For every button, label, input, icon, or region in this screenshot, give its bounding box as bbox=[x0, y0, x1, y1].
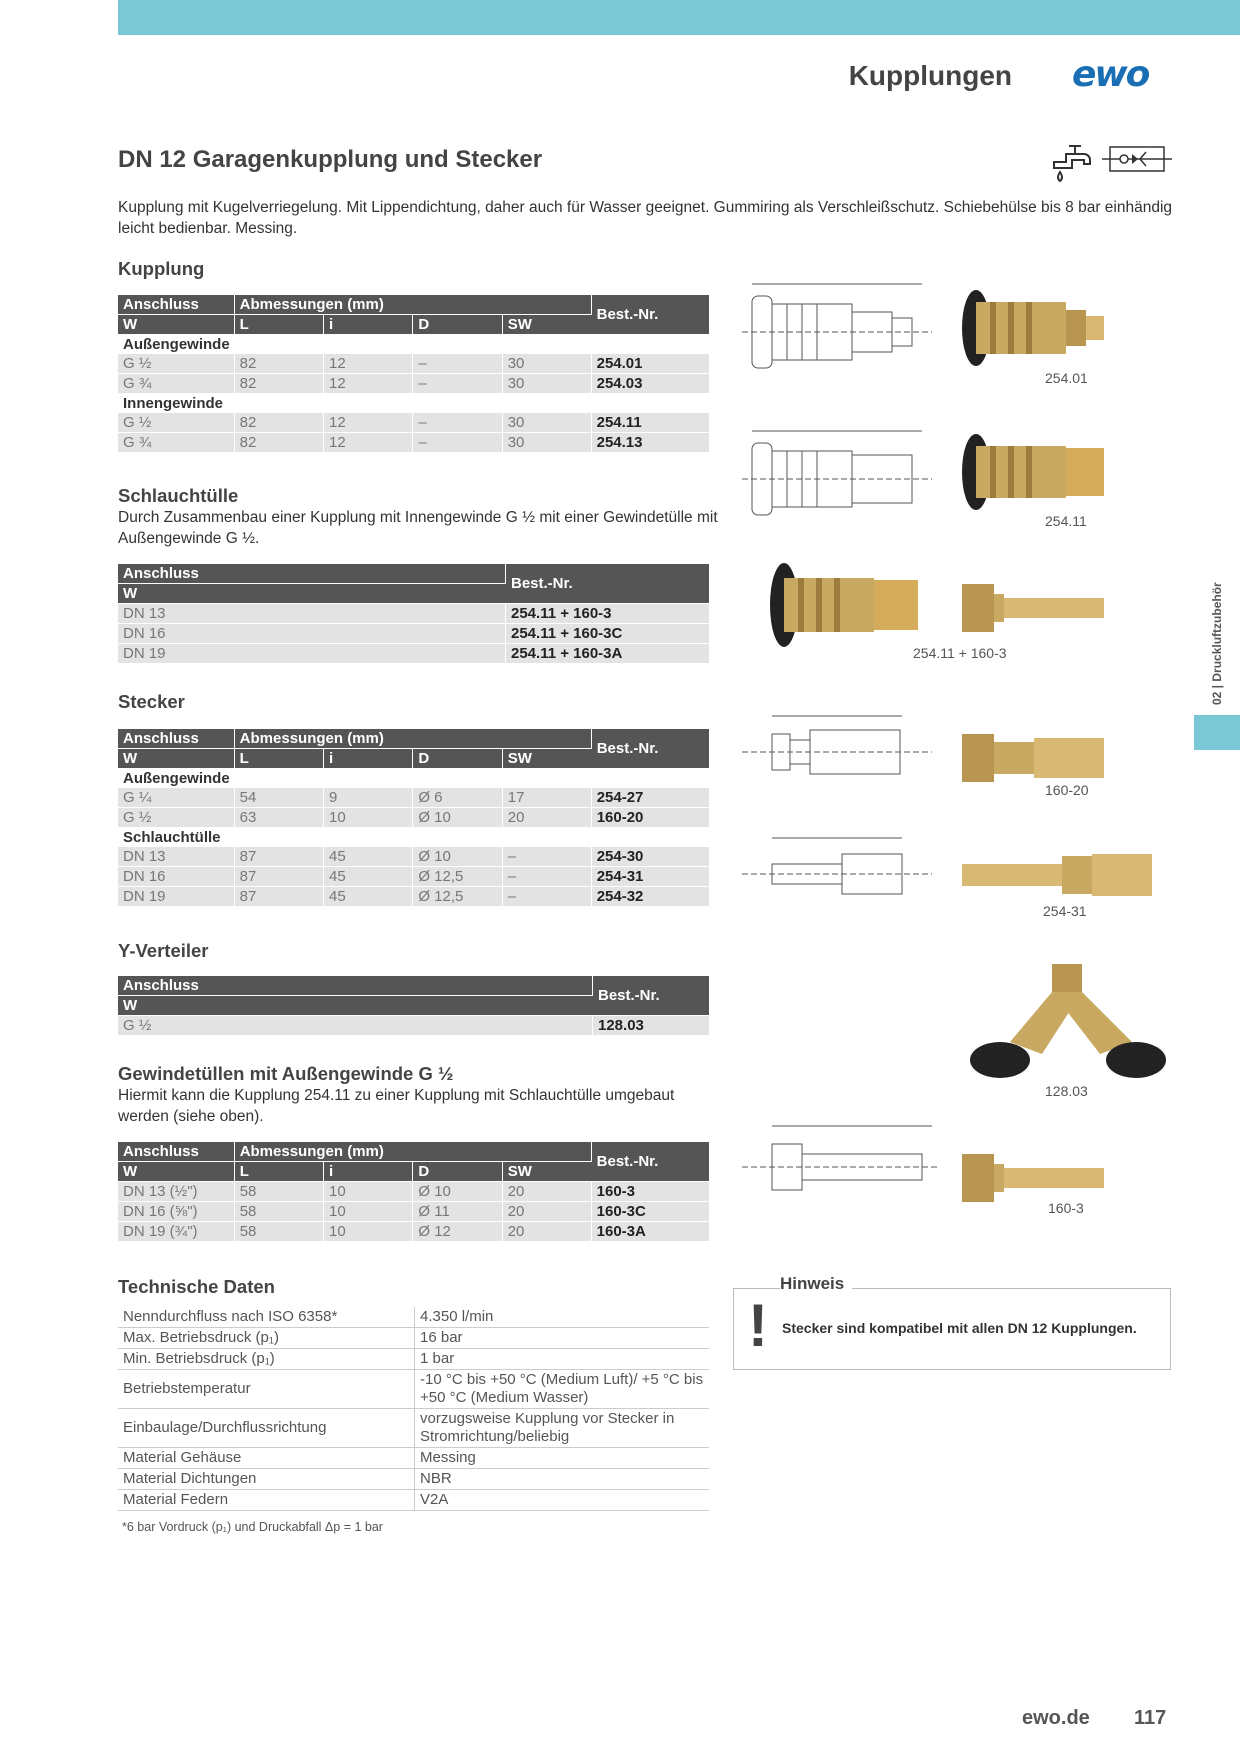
cell: G ½ bbox=[118, 413, 234, 433]
cell-best-nr: 254.03 bbox=[591, 374, 709, 394]
table-row bbox=[118, 604, 709, 624]
th-i: i bbox=[324, 315, 413, 335]
cell: DN 16 bbox=[118, 624, 506, 644]
th-anschluss: Anschluss bbox=[118, 564, 506, 584]
tech-value: 4.350 l/min bbox=[415, 1307, 710, 1328]
tech-label: Min. Betriebsdruck (p₁) bbox=[118, 1349, 415, 1370]
cell: 10 bbox=[324, 808, 413, 828]
sidebar-tab bbox=[1194, 715, 1240, 750]
cell: DN 13 bbox=[118, 847, 234, 867]
cell-best-nr: 128.03 bbox=[593, 1016, 710, 1036]
table-row bbox=[118, 1409, 709, 1448]
caption-254-31: 254-31 bbox=[1043, 903, 1087, 919]
y-verteiler-table bbox=[118, 976, 709, 1036]
tech-label: Nenndurchfluss nach ISO 6358* bbox=[118, 1307, 415, 1328]
cell: 20 bbox=[502, 1222, 591, 1242]
footnote: *6 bar Vordruck (p₁) und Druckabfall Δp = 1 bar bbox=[122, 1520, 383, 1534]
caption-254-01: 254.01 bbox=[1045, 370, 1088, 386]
tech-value: 1 bar bbox=[415, 1349, 710, 1370]
th-abmessungen: Abmessungen (mm) bbox=[234, 295, 591, 315]
cell: 10 bbox=[324, 1222, 413, 1242]
cell-best-nr: 160-20 bbox=[591, 808, 709, 828]
table-row bbox=[118, 867, 709, 887]
caption-128-03: 128.03 bbox=[1045, 1083, 1088, 1099]
cell: – bbox=[413, 354, 502, 374]
cell: 30 bbox=[502, 413, 591, 433]
cell: 87 bbox=[234, 847, 323, 867]
cell: Ø 10 bbox=[413, 1182, 502, 1202]
cell: DN 19 bbox=[118, 887, 234, 907]
water-tap-icon bbox=[1050, 140, 1098, 188]
cell-best-nr: 254-30 bbox=[591, 847, 709, 867]
cell: Ø 12,5 bbox=[413, 867, 502, 887]
logo-text: ewo bbox=[1072, 54, 1149, 95]
cell-best-nr: 254-31 bbox=[591, 867, 709, 887]
th-anschluss: Anschluss bbox=[118, 729, 234, 749]
table-row bbox=[118, 1370, 709, 1409]
tech-label: Material Gehäuse bbox=[118, 1448, 415, 1469]
tech-heading: Technische Daten bbox=[118, 1276, 275, 1297]
gewindetuellen-heading: Gewindetüllen mit Außengewinde G ½ bbox=[118, 1063, 454, 1084]
cell: 30 bbox=[502, 354, 591, 374]
photo-254-11-coupling bbox=[768, 560, 928, 650]
tech-label: Max. Betriebsdruck (p₁) bbox=[118, 1328, 415, 1349]
table-row bbox=[118, 788, 709, 808]
cell-best-nr: 254.13 bbox=[591, 433, 709, 453]
group-label: Außengewinde bbox=[118, 769, 709, 789]
cell-best-nr: 254.11 + 160-3 bbox=[506, 604, 710, 624]
cell: 82 bbox=[234, 413, 323, 433]
exclamation-icon: ! bbox=[748, 1292, 768, 1359]
kupplung-table bbox=[118, 295, 709, 453]
tech-table bbox=[118, 1307, 709, 1511]
drawing-254-31 bbox=[742, 834, 942, 914]
table-row bbox=[118, 1202, 709, 1222]
cell-best-nr: 160-3 bbox=[591, 1182, 709, 1202]
cell: 45 bbox=[324, 887, 413, 907]
cell: – bbox=[413, 433, 502, 453]
caption-160-3: 160-3 bbox=[1048, 1200, 1084, 1216]
cell: 54 bbox=[234, 788, 323, 808]
cell: – bbox=[502, 887, 591, 907]
th-anschluss: Anschluss bbox=[118, 1142, 234, 1162]
table-row bbox=[118, 847, 709, 867]
cell: G ½ bbox=[118, 354, 234, 374]
photo-160-3 bbox=[960, 1148, 1110, 1208]
cell: Ø 12 bbox=[413, 1222, 502, 1242]
table-row bbox=[118, 1016, 709, 1036]
table-row bbox=[118, 808, 709, 828]
caption-254-11-160-3: 254.11 + 160-3 bbox=[913, 645, 1007, 661]
tech-label: Material Federn bbox=[118, 1490, 415, 1511]
cell: 9 bbox=[324, 788, 413, 808]
th-w: W bbox=[118, 749, 234, 769]
cell-best-nr: 254.11 bbox=[591, 413, 709, 433]
table-row bbox=[118, 1448, 709, 1469]
cell: G ¼ bbox=[118, 788, 234, 808]
cell: 58 bbox=[234, 1202, 323, 1222]
cell: Ø 10 bbox=[413, 808, 502, 828]
cell: 87 bbox=[234, 867, 323, 887]
cell: 10 bbox=[324, 1182, 413, 1202]
caption-160-20: 160-20 bbox=[1045, 782, 1089, 798]
cell: G ¾ bbox=[118, 433, 234, 453]
footer-website: ewo.de bbox=[1022, 1707, 1090, 1729]
cell: – bbox=[502, 847, 591, 867]
table-row bbox=[118, 1349, 709, 1370]
th-best-nr: Best.-Nr. bbox=[506, 564, 710, 604]
th-d: D bbox=[413, 749, 502, 769]
th-anschluss: Anschluss bbox=[118, 976, 593, 996]
cell: DN 16 bbox=[118, 867, 234, 887]
tech-value: Messing bbox=[415, 1448, 710, 1469]
cell-best-nr: 254.11 + 160-3C bbox=[506, 624, 710, 644]
drawing-254-01 bbox=[742, 278, 942, 388]
th-sw: SW bbox=[502, 1162, 591, 1182]
table-row bbox=[118, 644, 709, 664]
th-l: L bbox=[234, 749, 323, 769]
page-title: DN 12 Garagenkupplung und Stecker bbox=[118, 146, 543, 173]
cell: G ½ bbox=[118, 808, 234, 828]
y-verteiler-heading: Y-Verteiler bbox=[118, 940, 209, 961]
tech-value: vorzugsweise Kupplung vor Stecker in Stromrichtung/beliebig bbox=[415, 1409, 710, 1448]
th-l: L bbox=[234, 1162, 323, 1182]
th-anschluss: Anschluss bbox=[118, 295, 234, 315]
cell: 17 bbox=[502, 788, 591, 808]
intro-text: Kupplung mit Kugelverriegelung. Mit Lippendichtung, daher auch für Wasser geeignet. Gummiring als Verschleißschutz. Schiebehülse bis 8 bar einhändig leicht bedienbar. Messing. bbox=[118, 199, 1173, 237]
group-label: Schlauchtülle bbox=[118, 828, 709, 848]
cell: 12 bbox=[324, 413, 413, 433]
photo-254-31 bbox=[960, 850, 1160, 900]
cell-best-nr: 254.01 bbox=[591, 354, 709, 374]
schlauchtuelle-text: Durch Zusammenbau einer Kupplung mit Innengewinde G ½ mit einer Gewindetülle mit Außengewinde G ½. bbox=[118, 509, 718, 547]
table-row bbox=[118, 354, 709, 374]
th-w: W bbox=[118, 584, 506, 604]
th-l: L bbox=[234, 315, 323, 335]
th-w: W bbox=[118, 1162, 234, 1182]
cell: 30 bbox=[502, 433, 591, 453]
tech-label: Material Dichtungen bbox=[118, 1469, 415, 1490]
photo-128-03 bbox=[960, 962, 1175, 1087]
cell: 82 bbox=[234, 433, 323, 453]
tech-label: Betriebstemperatur bbox=[118, 1370, 415, 1409]
tech-label: Einbaulage/Durchflussrichtung bbox=[118, 1409, 415, 1448]
cell: 58 bbox=[234, 1182, 323, 1202]
page-number: 117 bbox=[1134, 1707, 1167, 1729]
cell-best-nr: 160-3A bbox=[591, 1222, 709, 1242]
photo-254-01 bbox=[960, 288, 1110, 368]
stecker-table bbox=[118, 729, 709, 907]
table-row bbox=[118, 1182, 709, 1202]
tech-value: NBR bbox=[415, 1469, 710, 1490]
cell: 20 bbox=[502, 808, 591, 828]
cell: DN 19 bbox=[118, 644, 506, 664]
cell: 87 bbox=[234, 887, 323, 907]
photo-160-3-tail bbox=[960, 578, 1110, 638]
schlauchtuelle-heading: Schlauchtülle bbox=[118, 485, 239, 506]
th-best-nr: Best.-Nr. bbox=[591, 295, 709, 335]
tech-value: 16 bar bbox=[415, 1328, 710, 1349]
ewo-logo bbox=[1072, 54, 1172, 94]
table-row bbox=[118, 433, 709, 453]
cell-best-nr: 254-27 bbox=[591, 788, 709, 808]
gewindetuellen-table bbox=[118, 1142, 709, 1242]
group-label: Innengewinde bbox=[118, 394, 709, 414]
cell: DN 16 (⅝") bbox=[118, 1202, 234, 1222]
cell: Ø 11 bbox=[413, 1202, 502, 1222]
cell: Ø 6 bbox=[413, 788, 502, 808]
th-best-nr: Best.-Nr. bbox=[593, 976, 710, 1016]
tech-value: -10 °C bis +50 °C (Medium Luft)/ +5 °C bis +50 °C (Medium Wasser) bbox=[415, 1370, 710, 1409]
drawing-254-11 bbox=[742, 425, 942, 535]
th-i: i bbox=[324, 749, 413, 769]
hinweis-text: Stecker sind kompatibel mit allen DN 12 Kupplungen. bbox=[782, 1320, 1137, 1336]
schlauchtuelle-table bbox=[118, 564, 709, 664]
cell-best-nr: 160-3C bbox=[591, 1202, 709, 1222]
cell: Ø 10 bbox=[413, 847, 502, 867]
cell: 45 bbox=[324, 847, 413, 867]
photo-160-20 bbox=[960, 728, 1110, 788]
cell: – bbox=[413, 374, 502, 394]
cell: 12 bbox=[324, 354, 413, 374]
cell: 82 bbox=[234, 374, 323, 394]
cell: 20 bbox=[502, 1202, 591, 1222]
tech-value: V2A bbox=[415, 1490, 710, 1511]
th-d: D bbox=[413, 315, 502, 335]
section-title: Kupplungen bbox=[848, 60, 1012, 91]
table-row bbox=[118, 413, 709, 433]
table-row bbox=[118, 1490, 709, 1511]
hinweis-title: Hinweis bbox=[780, 1274, 852, 1294]
cell-best-nr: 254-32 bbox=[591, 887, 709, 907]
table-row bbox=[118, 1328, 709, 1349]
table-row bbox=[118, 374, 709, 394]
cell: – bbox=[502, 867, 591, 887]
th-abmessungen: Abmessungen (mm) bbox=[234, 1142, 591, 1162]
photo-254-11 bbox=[960, 432, 1110, 512]
cell: G ½ bbox=[118, 1016, 593, 1036]
cell: 12 bbox=[324, 433, 413, 453]
cell: 82 bbox=[234, 354, 323, 374]
table-row bbox=[118, 1469, 709, 1490]
cell: DN 13 bbox=[118, 604, 506, 624]
drawing-160-3 bbox=[742, 1122, 942, 1212]
cell: DN 19 (¾") bbox=[118, 1222, 234, 1242]
cell: 45 bbox=[324, 867, 413, 887]
cell: – bbox=[413, 413, 502, 433]
th-sw: SW bbox=[502, 749, 591, 769]
th-abmessungen: Abmessungen (mm) bbox=[234, 729, 591, 749]
cell: 58 bbox=[234, 1222, 323, 1242]
coupling-symbol-icon bbox=[1102, 144, 1172, 174]
th-sw: SW bbox=[502, 315, 591, 335]
gewindetuellen-text: Hiermit kann die Kupplung 254.11 zu einer Kupplung mit Schlauchtülle umgebaut werden (siehe oben). bbox=[118, 1087, 675, 1125]
table-row bbox=[118, 1307, 709, 1328]
th-i: i bbox=[324, 1162, 413, 1182]
cell: 12 bbox=[324, 374, 413, 394]
kupplung-heading: Kupplung bbox=[118, 258, 205, 279]
top-accent-bar bbox=[118, 0, 1240, 35]
th-w: W bbox=[118, 315, 234, 335]
group-label: Außengewinde bbox=[118, 335, 709, 355]
th-w: W bbox=[118, 996, 593, 1016]
cell: 63 bbox=[234, 808, 323, 828]
cell: 20 bbox=[502, 1182, 591, 1202]
th-d: D bbox=[413, 1162, 502, 1182]
th-best-nr: Best.-Nr. bbox=[591, 729, 709, 769]
cell-best-nr: 254.11 + 160-3A bbox=[506, 644, 710, 664]
cell: G ¾ bbox=[118, 374, 234, 394]
sidebar-chapter-label: 02 | Druckluftzubehör bbox=[1210, 582, 1224, 705]
table-row bbox=[118, 887, 709, 907]
th-best-nr: Best.-Nr. bbox=[591, 1142, 709, 1182]
cell: Ø 12,5 bbox=[413, 887, 502, 907]
cell: 10 bbox=[324, 1202, 413, 1222]
caption-254-11: 254.11 bbox=[1045, 513, 1087, 529]
table-row bbox=[118, 624, 709, 644]
cell: 30 bbox=[502, 374, 591, 394]
cell: DN 13 (½") bbox=[118, 1182, 234, 1202]
drawing-160-20 bbox=[742, 712, 942, 792]
table-row bbox=[118, 1222, 709, 1242]
stecker-heading: Stecker bbox=[118, 691, 185, 712]
